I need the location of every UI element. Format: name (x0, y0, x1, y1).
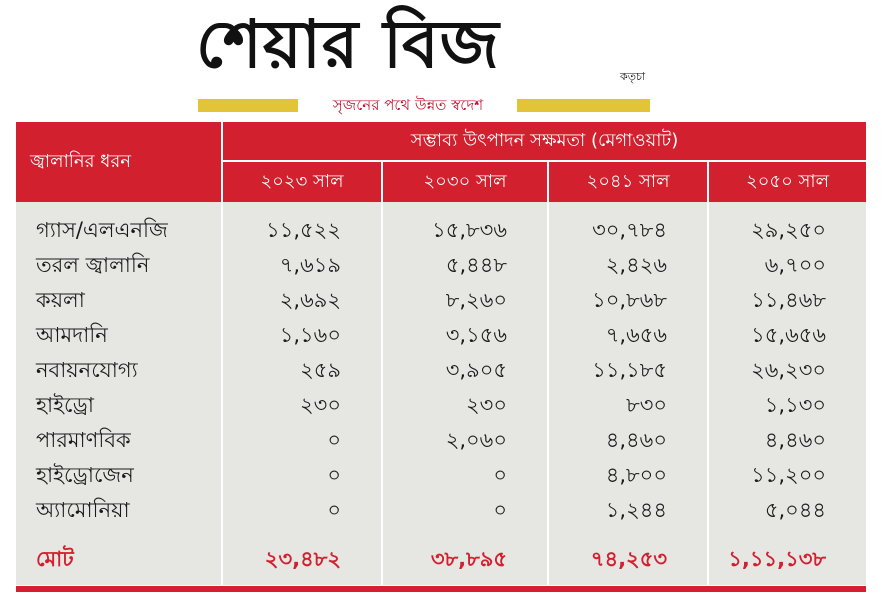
table-row (16, 459, 866, 494)
value-cell: ০ (222, 494, 382, 529)
value-cell: ২৫৯ (222, 354, 382, 389)
total-label: মোট (16, 529, 222, 585)
value-cell: ০ (382, 494, 548, 529)
year-header-2041: ২০৪১ সাল (548, 161, 708, 202)
value-cell: ১,১৩০ (708, 389, 866, 424)
table-row (16, 202, 866, 249)
fuel-label: গ্যাস/এলএনজি (16, 202, 222, 249)
tagline-bar-right (517, 99, 650, 112)
fuel-label: কয়লা (16, 284, 222, 319)
tagline: সৃজনের পথে উন্নত স্বদেশ (332, 96, 484, 114)
value-cell: ০ (222, 459, 382, 494)
table-row (16, 354, 866, 389)
value-cell: ৫,৪৪৮ (382, 249, 548, 284)
table-row (16, 319, 866, 354)
year-header-2050: ২০৫০ সাল (708, 161, 866, 202)
value-cell: ০ (382, 459, 548, 494)
value-cell: ৩০,৭৮৪ (548, 202, 708, 249)
value-cell: ৮৩০ (548, 389, 708, 424)
total-row (16, 529, 866, 585)
table-row (16, 494, 866, 529)
bottom-rule (16, 586, 866, 592)
capacity-table (16, 122, 866, 585)
fuel-label: অ্যামোনিয়া (16, 494, 222, 529)
value-cell: ২৯,২৫০ (708, 202, 866, 249)
value-cell: ২,৪২৬ (548, 249, 708, 284)
newspaper-logo: শেয়ার বিজ (196, 5, 500, 83)
value-cell: ১১,৪৬৮ (708, 284, 866, 319)
masthead (0, 0, 883, 118)
table-row (16, 389, 866, 424)
table-row (16, 249, 866, 284)
value-cell: ২৩০ (222, 389, 382, 424)
value-cell: ১৫,৬৫৬ (708, 319, 866, 354)
value-cell: ২,৬৯২ (222, 284, 382, 319)
value-cell: ৩,৯০৫ (382, 354, 548, 389)
year-header-2023: ২০২৩ সাল (222, 161, 382, 202)
total-value: ৭৪,২৫৩ (548, 529, 708, 585)
logo-subtext: কতৃচা (620, 70, 646, 83)
total-value: ১,১১,১৩৮ (708, 529, 866, 585)
fuel-label: নবায়নযোগ্য (16, 354, 222, 389)
value-cell: ১,২৪৪ (548, 494, 708, 529)
fuel-label: আমদানি (16, 319, 222, 354)
table-row (16, 424, 866, 459)
value-cell: ৭,৬১৯ (222, 249, 382, 284)
value-cell: ৪,৪৬০ (548, 424, 708, 459)
value-cell: ১০,৮৬৮ (548, 284, 708, 319)
value-cell: ১৫,৮৩৬ (382, 202, 548, 249)
value-cell: ২৬,২৩০ (708, 354, 866, 389)
total-value: ২৩,৪৮২ (222, 529, 382, 585)
fuel-label: তরল জ্বালানি (16, 249, 222, 284)
capacity-header: সম্ভাব্য উৎপাদন সক্ষমতা (মেগাওয়াট) (222, 122, 866, 161)
fuel-label: পারমাণবিক (16, 424, 222, 459)
total-value: ৩৮,৮৯৫ (382, 529, 548, 585)
year-header-2030: ২০৩০ সাল (382, 161, 548, 202)
value-cell: ১১,২০০ (708, 459, 866, 494)
value-cell: ৫,০৪৪ (708, 494, 866, 529)
value-cell: ৩,১৫৬ (382, 319, 548, 354)
table-row (16, 284, 866, 319)
fuel-label: হাইড্রো (16, 389, 222, 424)
value-cell: ৮,২৬০ (382, 284, 548, 319)
tagline-bar-left (198, 99, 298, 112)
value-cell: ০ (222, 424, 382, 459)
value-cell: ১১,৫২২ (222, 202, 382, 249)
fuel-type-header: জ্বালানির ধরন (16, 122, 222, 202)
value-cell: ১১,১৮৫ (548, 354, 708, 389)
value-cell: ১,১৬০ (222, 319, 382, 354)
value-cell: ৪,৪৬০ (708, 424, 866, 459)
value-cell: ৭,৬৫৬ (548, 319, 708, 354)
value-cell: ২৩০ (382, 389, 548, 424)
value-cell: ৪,৮০০ (548, 459, 708, 494)
fuel-label: হাইড্রোজেন (16, 459, 222, 494)
value-cell: ৬,৭০০ (708, 249, 866, 284)
value-cell: ২,০৬০ (382, 424, 548, 459)
